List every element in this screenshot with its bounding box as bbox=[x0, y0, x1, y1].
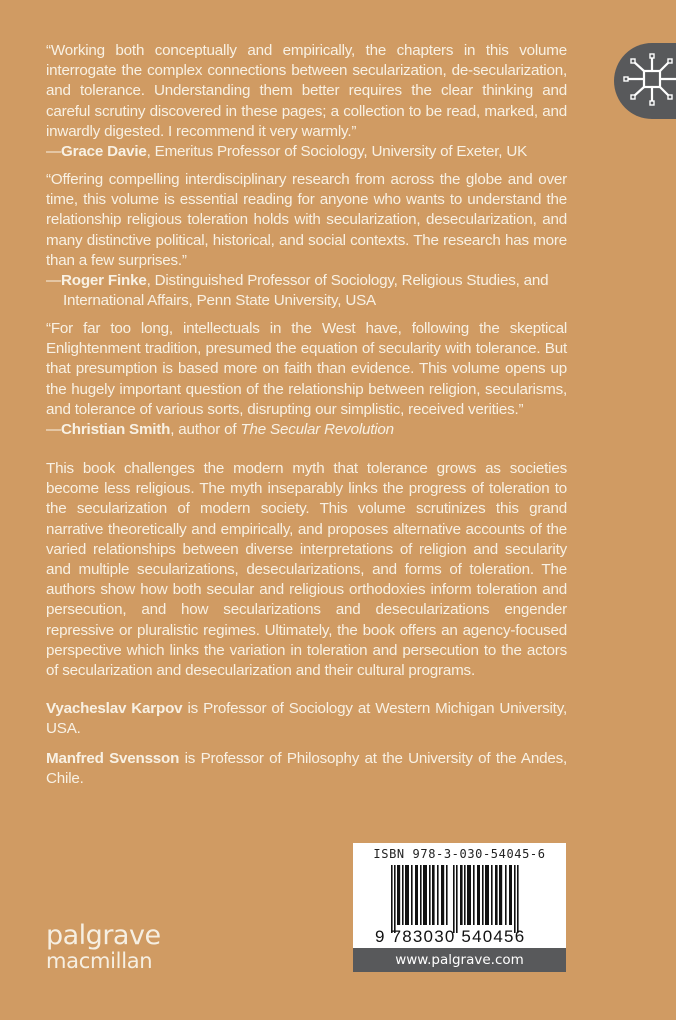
author-bio-2 bbox=[46, 749, 567, 789]
endorsement-attribution bbox=[46, 420, 567, 440]
endorsement-quote: “Offering compelling interdisciplinary research from across the globe and over time, this volume is essential reading for anyone who wants to understand the relationship religious toleration holds with secularization, desecularization, and many distinctive political, historical, and social contexts. The research has more than a few surprises.” bbox=[46, 171, 567, 269]
dash: — bbox=[46, 272, 61, 290]
author-name: Vyacheslav Karpov bbox=[46, 700, 183, 717]
dash: — bbox=[46, 143, 61, 161]
endorsement-2 bbox=[46, 170, 567, 311]
barcode-icon bbox=[391, 865, 531, 933]
publisher-url[interactable]: www.palgrave.com bbox=[353, 948, 566, 972]
endorser-affiliation: , author of bbox=[170, 421, 241, 439]
endorsement-quote: “Working both conceptually and empirically, the chapters in this volume interrogate the complex connections between secularization, de-secularization, and tolerance. Understanding them better requires the clear thinking and careful scrutiny discovered in these pages; a collection to be read, marked, and inwardly digested. I recommend it very warmly.” bbox=[46, 42, 567, 140]
endorsement-attribution bbox=[46, 271, 567, 311]
author-name: Manfred Svensson bbox=[46, 750, 180, 767]
endorser-affiliation: , Emeritus Professor of Sociology, University of Exeter, UK bbox=[146, 143, 528, 161]
endorsement-3 bbox=[46, 319, 567, 440]
endorsement-quote: “For far too long, intellectuals in the West have, following the skeptical Enlightenment tradition, presumed the equation of secularity with tolerance. But that presumption is based more on faith than evidence. This volume opens up the hugely important question of the relationship between religion, secularisms, and tolerance of various sorts, disrupting our simplistic, received verities.” bbox=[46, 320, 567, 418]
author-bio-text: is Professor of Philosophy at the University of the Andes, Chile. bbox=[46, 750, 567, 788]
endorsement-1 bbox=[46, 41, 567, 162]
isbn-label: ISBN 978-3-030-54045-6 bbox=[373, 847, 546, 861]
springer-circuit-badge bbox=[614, 43, 676, 119]
logo-palgrave: palgrave bbox=[46, 920, 161, 951]
book-title: The Secular Revolution bbox=[240, 421, 394, 439]
endorsement-attribution bbox=[46, 142, 567, 162]
book-description bbox=[46, 459, 567, 681]
author-bio-text: is Professor of Sociology at Western Michigan University, USA. bbox=[46, 700, 567, 738]
isbn-barcode-block bbox=[353, 843, 566, 972]
publisher-logo bbox=[46, 921, 161, 972]
barcode-digits: 9 783030 540456 bbox=[375, 927, 526, 946]
endorser-name: Grace Davie bbox=[61, 143, 147, 161]
endorser-name: Roger Finke bbox=[61, 272, 147, 290]
circuit-chip-icon bbox=[622, 51, 676, 111]
description-paragraph: This book challenges the modern myth that tolerance grows as societies become less religious. The myth inseparably links the progress of toleration to the secularization of modern society. This volume scrutinizes this grand narrative theoretically and empirically, and proposes alternative accounts of the varied relationships between diverse interpretations of religion and secularity and multiple secularizations, desecularizations, and forms of toleration. The authors show how both secular and religious orthodoxies inform toleration and persecution, and how secularizations and desecularizations engender repressive or pluralistic regimes. Ultimately, the book offers an agency-focused perspective which links the variation in toleration and persecution to the actors of secularization and desecularization and their cultural programs. bbox=[46, 460, 567, 680]
author-bio-1 bbox=[46, 699, 567, 739]
endorser-affiliation: , Distinguished Professor of Sociology, Religious Studies, and International Affairs, Penn State University, USA bbox=[63, 272, 549, 310]
endorser-name: Christian Smith bbox=[61, 421, 171, 439]
dash: — bbox=[46, 421, 61, 439]
logo-macmillan: macmillan bbox=[46, 949, 153, 973]
